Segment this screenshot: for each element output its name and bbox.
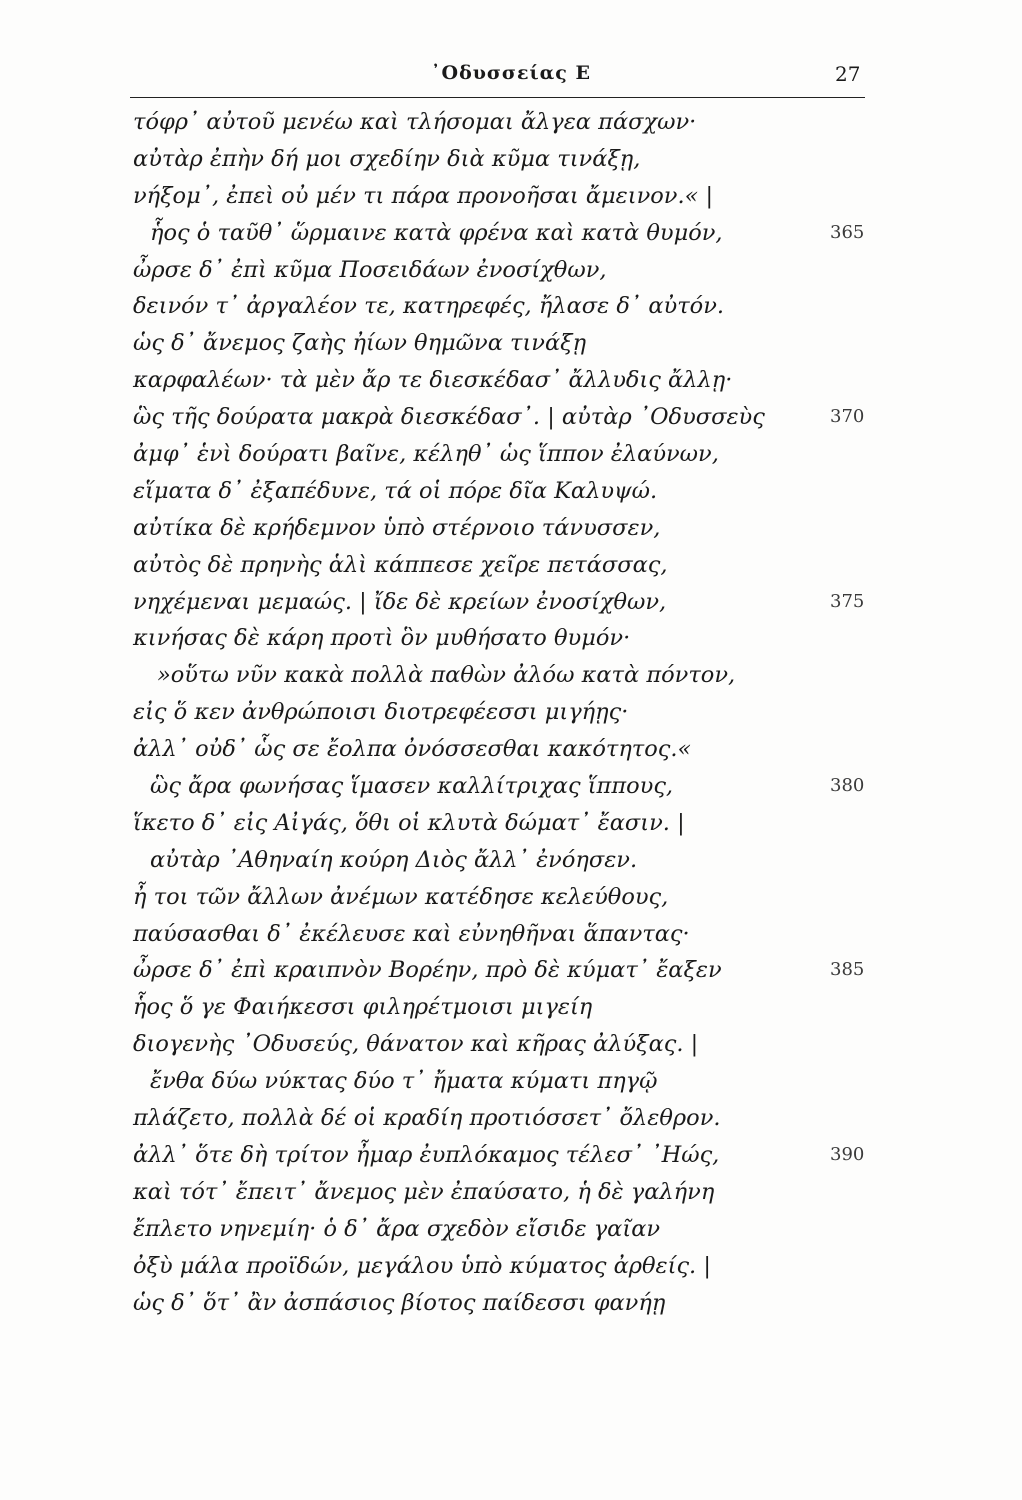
- verse-text: ὣς τῆς δούρατα μακρὰ διεσκέδασ᾿. | αὐτὰρ ᾿Οδυσσεὺς: [133, 404, 765, 431]
- verse-text: δεινόν τ᾿ ἀργαλέον τε, κατηρεφές, ἤλασε δ᾿ αὐτόν.: [133, 293, 725, 320]
- verse-line: [0, 620, 1022, 657]
- verse-text: τόφρ᾿ αὐτοῦ μενέω καὶ τλήσομαι ἄλγεα πάσχων·: [133, 109, 697, 135]
- verse-line: [0, 1063, 1022, 1100]
- verse-text: ἧος ὅ γε Φαιήκεσσι φιληρέτμοισι μιγείη: [133, 994, 593, 1021]
- verse-line: [0, 1137, 1022, 1174]
- verse-line: [0, 436, 1022, 473]
- verse-line: [0, 510, 1022, 547]
- verse-line: [0, 1211, 1022, 1248]
- verse-text: ἀμφ᾿ ἑνὶ δούρατι βαῖνε, κέληθ᾿ ὡς ἵππον ἐλαύνων,: [133, 441, 719, 468]
- verse-line: [0, 768, 1022, 805]
- verse-text: καρφαλέων· τὰ μὲν ἄρ τε διεσκέδασ᾿ ἄλλυδις ἄλλῃ·: [133, 367, 733, 394]
- header-rule: [130, 97, 865, 98]
- verse-line: [0, 399, 1022, 436]
- verse-text: ὦρσε δ᾿ ἐπὶ κῦμα Ποσειδάων ἐνοσίχθων,: [133, 256, 607, 283]
- verse-text: »οὕτω νῦν κακὰ πολλὰ παθὼν ἀλόω κατὰ πόντον,: [157, 662, 736, 689]
- verse-text: κινήσας δὲ κάρη προτὶ ὃν μυθήσατο θυμόν·: [133, 625, 631, 652]
- verse-text: ἀλλ᾿ ὅτε δὴ τρίτον ἦμαρ ἐυπλόκαμος τέλεσ᾿ ᾿Ηώς,: [133, 1141, 720, 1168]
- verse-text: ὡς δ᾿ ἄνεμος ζαὴς ἠίων θημῶνα τινάξῃ: [133, 330, 587, 357]
- verse-text: ὀξὺ μάλα προϊδών, μεγάλου ὑπὸ κύματος ἀρθείς. |: [133, 1252, 711, 1279]
- verse-line: [0, 1100, 1022, 1137]
- verse-text: αὐτὰρ ἐπὴν δή μοι σχεδίην διὰ κῦμα τινάξῃ,: [133, 145, 641, 172]
- verse-line: [0, 1248, 1022, 1285]
- verse-line: [0, 1174, 1022, 1211]
- verse-text: νήξομ᾿, ἐπεὶ οὐ μέν τι πάρα προνοῆσαι ἄμεινον.« |: [133, 182, 714, 209]
- verse-line: [0, 805, 1022, 842]
- page-number: 27: [835, 62, 861, 86]
- verse-line: [0, 178, 1022, 215]
- verse-line: [0, 215, 1022, 252]
- verse-text: αὐτὸς δὲ πρηνὴς ἁλὶ κάππεσε χεῖρε πετάσσας,: [133, 551, 668, 578]
- verse-text: ἵκετο δ᾿ εἰς Αἰγάς, ὅθι οἱ κλυτὰ δώματ᾿ ἔασιν. |: [133, 809, 685, 836]
- verse-text: νηχέμεναι μεμαώς. | ἴδε δὲ κρείων ἐνοσίχθων,: [133, 588, 667, 615]
- verse-line: [0, 916, 1022, 953]
- verse-line: [0, 288, 1022, 325]
- verse-line: [0, 879, 1022, 916]
- verse-line: [0, 473, 1022, 510]
- verse-line: [0, 584, 1022, 621]
- verse-text: ἔπλετο νηνεμίη· ὁ δ᾿ ἄρα σχεδὸν εἴσιδε γαῖαν: [133, 1215, 661, 1242]
- verse-text: ἀλλ᾿ οὐδ᾿ ὧς σε ἔολπα ὀνόσσεσθαι κακότητος.«: [133, 736, 692, 763]
- verse-line: [0, 362, 1022, 399]
- line-number: 375: [830, 590, 865, 612]
- verse-text: ἧος ὁ ταῦθ᾿ ὥρμαινε κατὰ φρένα καὶ κατὰ θυμόν,: [150, 219, 723, 246]
- verse-line: [0, 989, 1022, 1026]
- verse-line: [0, 657, 1022, 694]
- verse-text: ἔνθα δύω νύκτας δύο τ᾿ ἤματα κύματι πηγῷ: [150, 1068, 658, 1095]
- line-number: 385: [830, 959, 865, 981]
- verse-text: ὡς δ᾿ ὅτ᾿ ἂν ἀσπάσιος βίοτος παίδεσσι φανήῃ: [133, 1289, 666, 1316]
- verse-line: [0, 547, 1022, 584]
- verse-line: [0, 325, 1022, 362]
- verse-text: διογενὴς ᾿Οδυσεύς, θάνατον καὶ κῆρας ἀλύξας. |: [133, 1031, 699, 1058]
- line-number: 365: [830, 221, 865, 243]
- verse-text: αὐτίκα δὲ κρήδεμνον ὑπὸ στέρνοιο τάνυσσεν,: [133, 514, 661, 541]
- verse-line: [0, 842, 1022, 879]
- verse-line: [0, 252, 1022, 289]
- verse-line: [0, 141, 1022, 178]
- verse-text: εἵματα δ᾿ ἐξαπέδυνε, τά οἱ πόρε δῖα Καλυψώ.: [133, 477, 658, 504]
- verse-text: εἰς ὅ κεν ἀνθρώποισι διοτρεφέεσσι μιγήῃς·: [133, 699, 629, 726]
- verse-line: [0, 694, 1022, 731]
- verse-line: [0, 1026, 1022, 1063]
- line-number: 370: [830, 406, 865, 428]
- verse-line: [0, 731, 1022, 768]
- line-number: 390: [830, 1143, 865, 1165]
- verse-line: [0, 952, 1022, 989]
- verse-text: καὶ τότ᾿ ἔπειτ᾿ ἄνεμος μὲν ἐπαύσατο, ἡ δὲ γαλήνη: [133, 1178, 715, 1205]
- verse-line: [0, 104, 1022, 141]
- verse-text: πλάζετο, πολλὰ δέ οἱ κραδίη προτιόσσετ᾿ ὄλεθρον.: [133, 1105, 721, 1132]
- verse-text: παύσασθαι δ᾿ ἐκέλευσε καὶ εὐνηθῆναι ἅπαντας·: [133, 920, 690, 947]
- verse-text: ὣς ἄρα φωνήσας ἵμασεν καλλίτριχας ἵππους,: [150, 773, 674, 800]
- verse-text: αὐτὰρ ᾿Αθηναίη κούρη Διὸς ἄλλ᾿ ἐνόησεν.: [150, 846, 638, 873]
- verse-text-block: [0, 104, 1022, 1321]
- verse-text: ἦ τοι τῶν ἄλλων ἀνέμων κατέδησε κελεύθους,: [133, 883, 669, 910]
- verse-line: [0, 1285, 1022, 1322]
- line-number: 380: [830, 775, 865, 797]
- verse-text: ὦρσε δ᾿ ἐπὶ κραιπνὸν Βορέην, πρὸ δὲ κύματ᾿ ἔαξεν: [133, 957, 722, 984]
- running-header-title: ᾿Οδυσσείας Ε: [431, 62, 591, 84]
